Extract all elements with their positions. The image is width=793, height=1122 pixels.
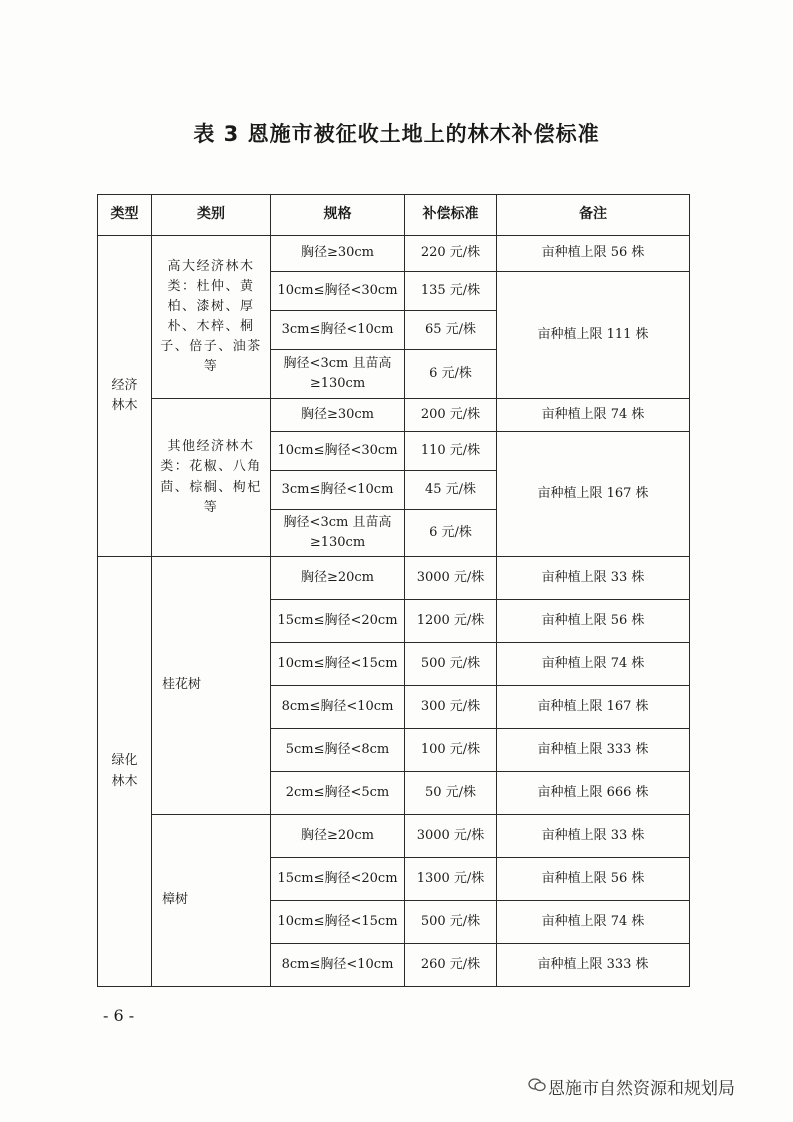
standard-cell: 200 元/株 [405, 399, 497, 432]
standard-cell: 135 元/株 [405, 272, 497, 311]
table-row [98, 557, 690, 600]
standard-cell: 3000 元/株 [405, 557, 497, 600]
spec-cell: 2cm≤胸径<5cm [271, 772, 405, 815]
note-cell: 亩种植上限 333 株 [497, 729, 690, 772]
standard-cell: 100 元/株 [405, 729, 497, 772]
note-cell: 亩种植上限 111 株 [497, 272, 690, 399]
header-standard: 补偿标准 [405, 195, 497, 236]
watermark-text: 恩施市自然资源和规划局 [548, 1079, 735, 1099]
standard-cell: 260 元/株 [405, 944, 497, 987]
note-cell: 亩种植上限 33 株 [497, 557, 690, 600]
type-cell-economic: 经济 林木 [98, 236, 152, 557]
table-row [98, 236, 690, 272]
note-cell: 亩种植上限 74 株 [497, 643, 690, 686]
spec-cell: 胸径≥20cm [271, 557, 405, 600]
note-cell: 亩种植上限 167 株 [497, 686, 690, 729]
spec-cell: 10cm≤胸径<15cm [271, 901, 405, 944]
note-cell: 亩种植上限 33 株 [497, 815, 690, 858]
standard-cell: 300 元/株 [405, 686, 497, 729]
spec-cell: 胸径≥30cm [271, 236, 405, 272]
type-cell-greening: 绿化 林木 [98, 557, 152, 987]
spec-cell: 10cm≤胸径<30cm [271, 272, 405, 311]
spec-cell: 8cm≤胸径<10cm [271, 686, 405, 729]
spec-cell: 10cm≤胸径<30cm [271, 432, 405, 471]
standard-cell: 110 元/株 [405, 432, 497, 471]
spec-cell: 胸径<3cm 且苗高≥130cm [271, 510, 405, 557]
spec-cell: 5cm≤胸径<8cm [271, 729, 405, 772]
standard-cell: 3000 元/株 [405, 815, 497, 858]
category-cell: 樟树 [152, 815, 271, 987]
header-spec: 规格 [271, 195, 405, 236]
table-row [98, 399, 690, 432]
standard-cell: 6 元/株 [405, 350, 497, 399]
table-title: 表 3 恩施市被征收土地上的林木补偿标准 [193, 122, 600, 146]
spec-cell: 8cm≤胸径<10cm [271, 944, 405, 987]
spec-cell: 3cm≤胸径<10cm [271, 311, 405, 350]
spec-cell: 10cm≤胸径<15cm [271, 643, 405, 686]
standard-cell: 65 元/株 [405, 311, 497, 350]
spec-cell: 15cm≤胸径<20cm [271, 600, 405, 643]
note-cell: 亩种植上限 167 株 [497, 432, 690, 557]
note-cell: 亩种植上限 666 株 [497, 772, 690, 815]
note-cell: 亩种植上限 74 株 [497, 399, 690, 432]
note-cell: 亩种植上限 56 株 [497, 858, 690, 901]
standard-cell: 500 元/株 [405, 901, 497, 944]
note-cell: 亩种植上限 56 株 [497, 600, 690, 643]
note-cell: 亩种植上限 333 株 [497, 944, 690, 987]
wechat-icon [528, 1078, 546, 1092]
standard-cell: 6 元/株 [405, 510, 497, 557]
note-cell: 亩种植上限 56 株 [497, 236, 690, 272]
standard-cell: 500 元/株 [405, 643, 497, 686]
compensation-table [97, 194, 690, 987]
spec-cell: 胸径≥20cm [271, 815, 405, 858]
spec-cell: 胸径≥30cm [271, 399, 405, 432]
spec-cell: 15cm≤胸径<20cm [271, 858, 405, 901]
category-cell: 其他经济林木类：花椒、八角茴、棕榈、枸杞等 [152, 399, 271, 557]
page-number: - 6 - [103, 1006, 135, 1025]
category-cell: 高大经济林木类：杜仲、黄柏、漆树、厚朴、木梓、桐子、倍子、油茶等 [152, 236, 271, 399]
category-cell: 桂花树 [152, 557, 271, 815]
spec-cell: 胸径<3cm 且苗高≥130cm [271, 350, 405, 399]
standard-cell: 220 元/株 [405, 236, 497, 272]
header-note: 备注 [497, 195, 690, 236]
standard-cell: 50 元/株 [405, 772, 497, 815]
note-cell: 亩种植上限 74 株 [497, 901, 690, 944]
header-row [98, 195, 690, 236]
standard-cell: 45 元/株 [405, 471, 497, 510]
header-type: 类型 [98, 195, 152, 236]
spec-cell: 3cm≤胸径<10cm [271, 471, 405, 510]
table-row [98, 815, 690, 858]
standard-cell: 1300 元/株 [405, 858, 497, 901]
standard-cell: 1200 元/株 [405, 600, 497, 643]
header-category: 类别 [152, 195, 271, 236]
